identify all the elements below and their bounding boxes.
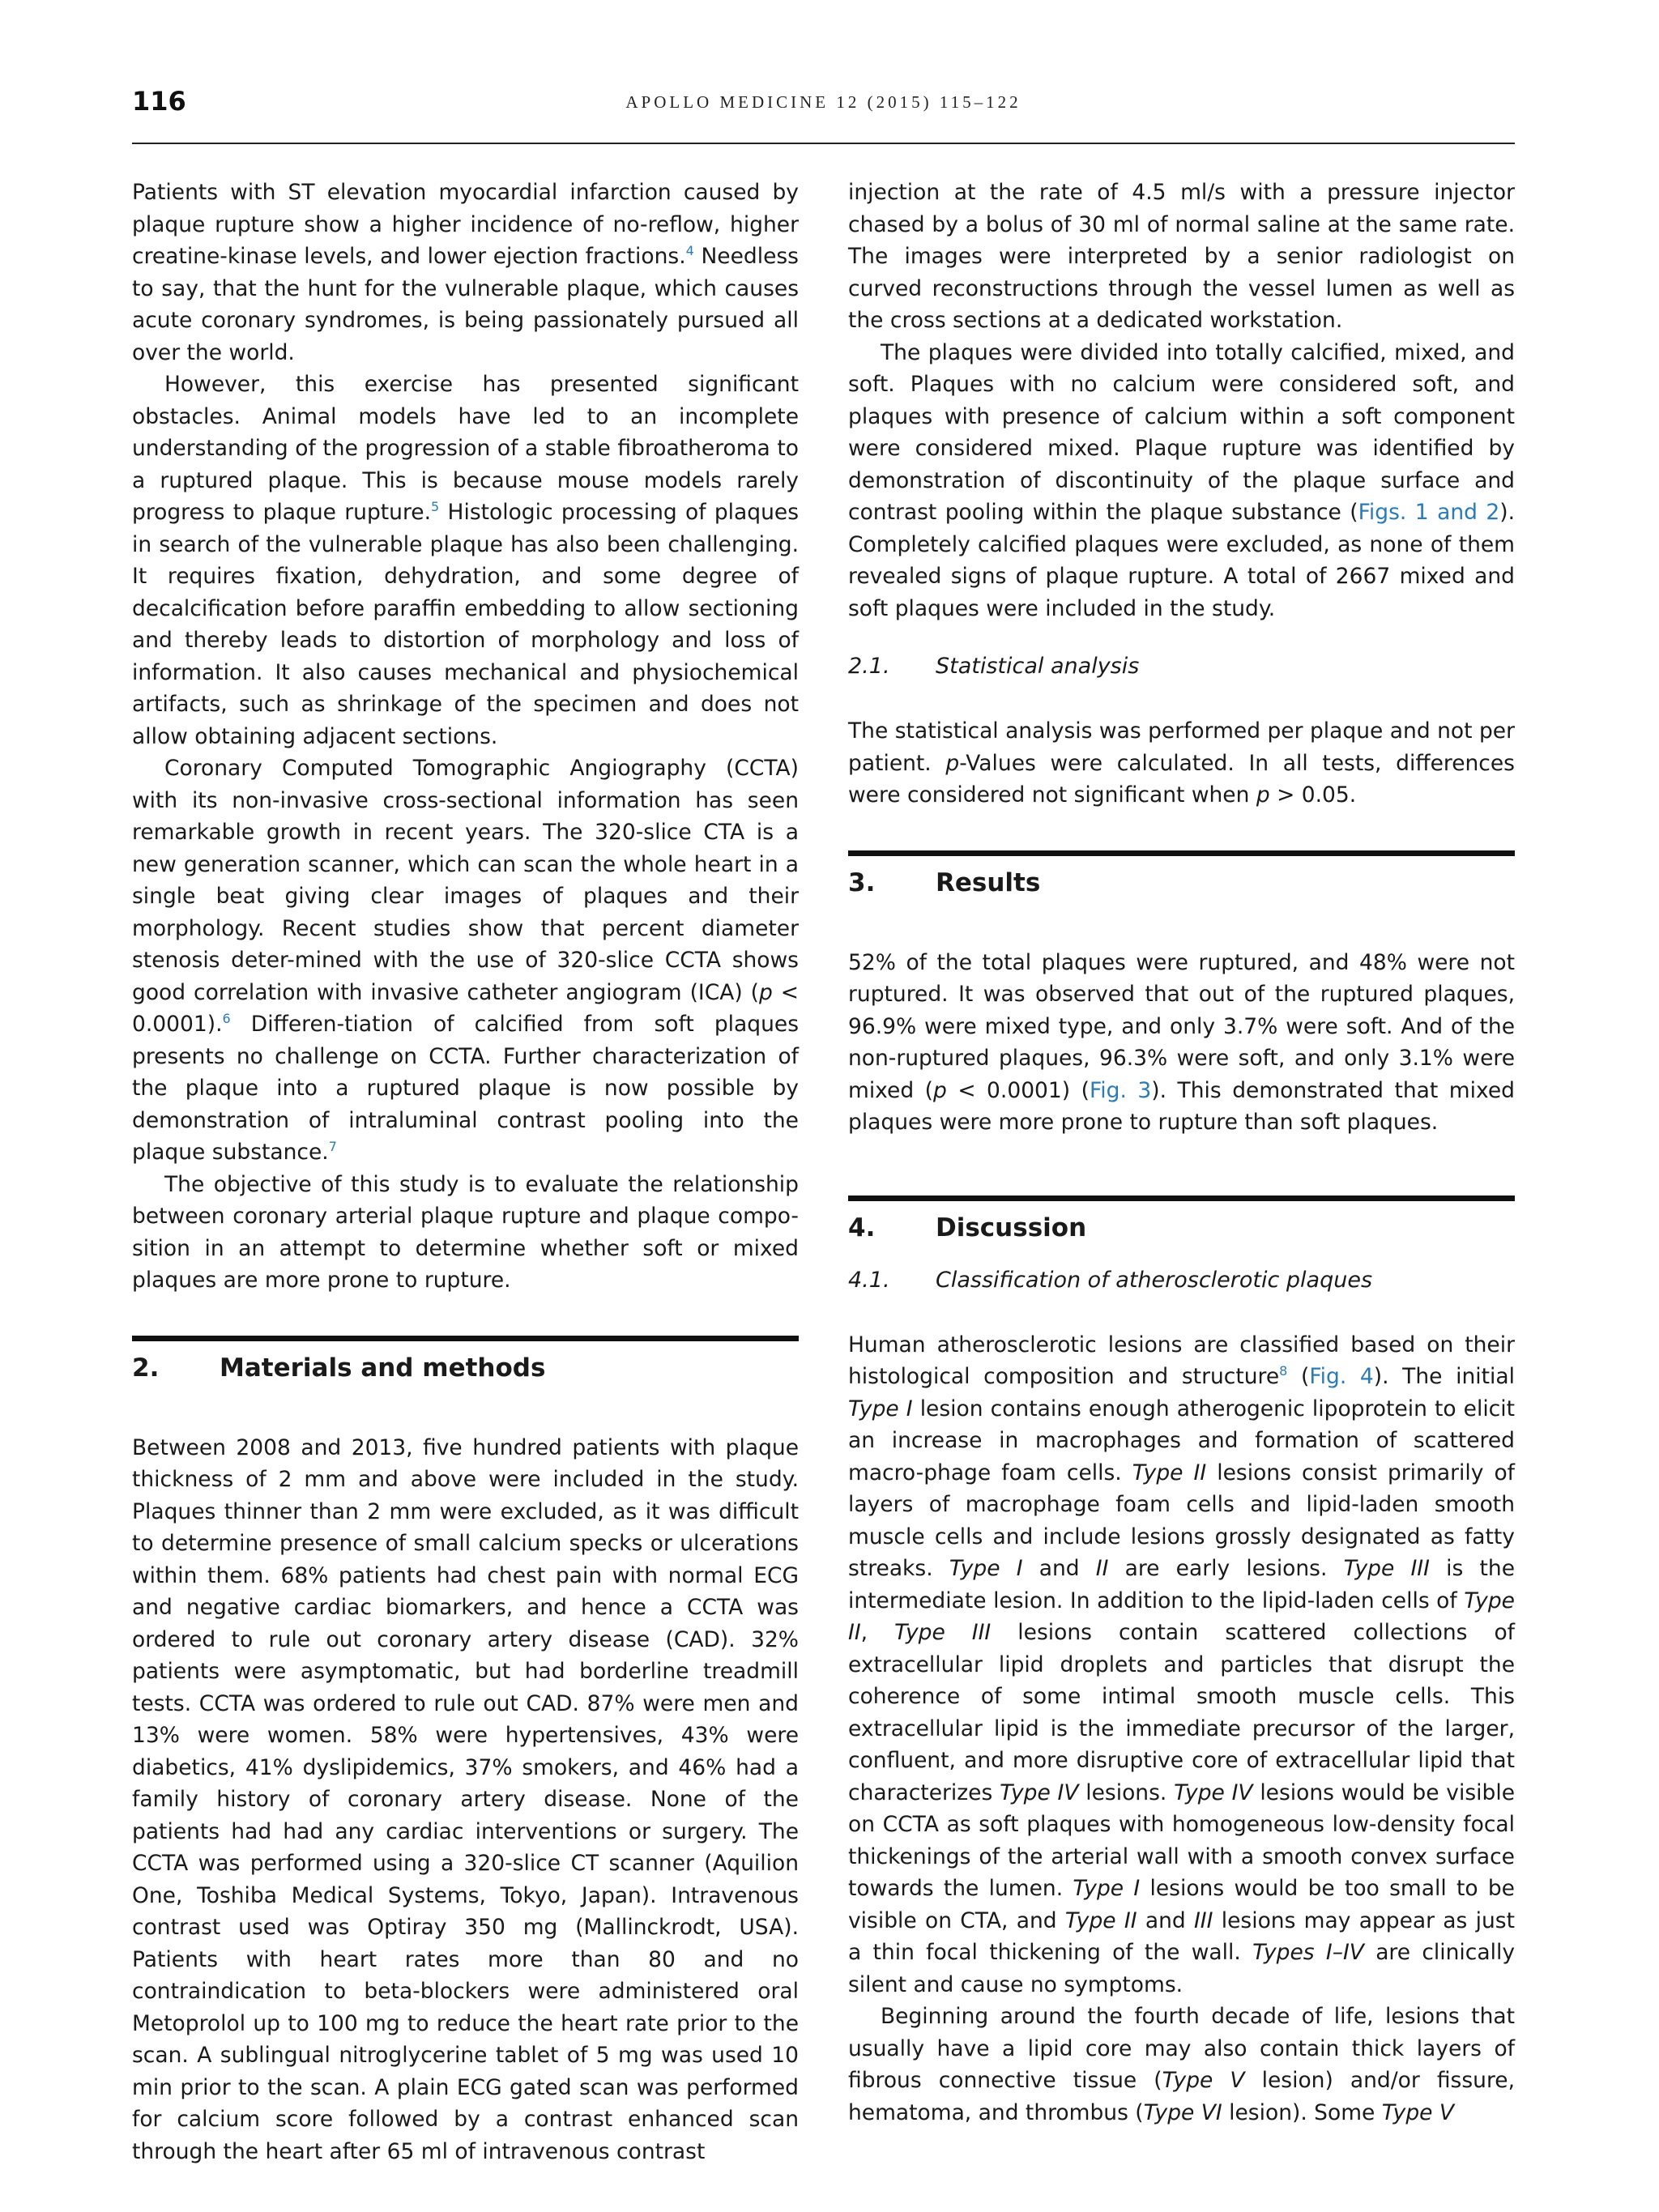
page-number: 116 — [132, 86, 186, 117]
paragraph: Patients with ST elevation myocardial infarction caused by plaque rupture show a higher incidence of no-reflow, higher creatine-kinase levels, and lower ejection fractions.$^4$ Needless to say, that the hunt for the vulnerable plaque, which causes acute coronary syndromes, is being passionately pursued all over the world. — [132, 180, 799, 365]
section-title: Results — [936, 867, 1041, 897]
section-title: Discussion — [936, 1213, 1087, 1242]
section-number: 2. — [132, 1353, 160, 1383]
subsection-number: 2.1. — [848, 654, 890, 679]
section-number: 3. — [848, 867, 876, 897]
right-column — [848, 177, 1515, 2129]
header-rule — [132, 143, 1515, 144]
paragraph: Between 2008 and 2013, five hundred patients with plaque thickness of 2 mm and above were included in the study. Plaques thinner than 2 mm were excluded, as it was difficult to determine presence of small calcium specks or ulcerations within them. 68% patients had chest pain with normal ECG and negative cardiac biomarkers, and hence a CCTA was ordered to rule out coronary artery disease (CAD). 32% patients were asymptomatic, but had borderline treadmill tests. CCTA was ordered to rule out CAD. 87% were men and 13% were women. 58% were hypertensives, 43% were diabetics, 41% dyslipidemics, 37% smokers, and 46% had a family history of coronary artery disease. None of the patients had had any cardiac interventions or surgery. The CCTA was performed using a 320-slice CT scanner (Aquilion One, Toshiba Medical Systems, Tokyo, Japan). Intravenous contrast used was Optiray 350 mg (Mallinckrodt, USA). Patients with heart rates more than 80 and no contraindication to beta-blockers were administered oral Metoprolol up to 100 mg to reduce the heart rate prior to the scan. A sublingual nitroglycerine tablet of 5 mg was used 10 min prior to the scan. A plain ECG gated scan was performed for calcium score followed by a contrast enhanced scan through the heart after 65 ml of intravenous contrast — [132, 1434, 799, 2164]
section-heading — [848, 850, 1515, 919]
left-column — [132, 177, 799, 2167]
figure-link[interactable]: Fig. 4 — [1309, 1364, 1374, 1389]
section-number: 4. — [848, 1213, 876, 1242]
paragraph: 52% of the total plaques were ruptured, and 48% were not ruptured. It was observed that out of the ruptured plaques, 96.9% were mixed type, and only 3.7% were soft. And of the non-ruptured plaques, 96.3% were soft, and only 3.1% were mixed (p < 0.0001) (Fig. 3). This demonstrated that mixed plaques were more prone to rupture than soft plaques. — [848, 949, 1515, 1135]
figure-link[interactable]: Figs. 1 and 2 — [1358, 500, 1500, 525]
paragraph: Beginning around the fourth decade of life, lesions that usually have a lipid core may also contain thick layers of fibrous connective tissue (Type V lesion) and/or fissure, hematoma, and thrombus (Type VI lesion). Some Type V — [848, 2004, 1515, 2125]
reference-link[interactable]: 8 — [1279, 1363, 1288, 1379]
subsection-title: Classification of atherosclerotic plaques — [936, 1267, 1373, 1293]
section-heading — [848, 1196, 1515, 1264]
reference-link[interactable]: 6 — [222, 1011, 231, 1027]
running-header — [132, 81, 1515, 144]
subsection-heading — [848, 650, 1515, 683]
subsection-number: 4.1. — [848, 1267, 890, 1293]
paragraph: The objective of this study is to evaluate the relationship between coronary arterial plaque rupture and plaque compo-sition in an attempt to determine whether soft or mixed plaques are more prone to rupture. — [132, 1171, 799, 1293]
paragraph: injection at the rate of 4.5 ml/s with a pressure injector chased by a bolus of 30 ml of normal saline at the same rate. The images were interpreted by a senior radiologist on curved reconstructions through the vessel lumen as well as the cross sections at a dedicated workstation. — [848, 180, 1515, 333]
subsection-heading — [848, 1264, 1515, 1297]
reference-link[interactable]: 7 — [328, 1139, 337, 1155]
section-heading — [132, 1336, 799, 1404]
paragraph: However, this exercise has presented significant obstacles. Animal models have led to an incomplete understanding of the progression of a stable fibroatheroma to a ruptured plaque. This is because mouse models rarely progress to plaque rupture.$^5$ Histologic processing of plaques in search of the vulnerable plaque has also been challenging. It requires fixation, dehydration, and some degree of decalcification before paraffin embedding to allow sectioning and thereby leads to distortion of morphology and loss of information. It also causes mechanical and physiochemical artifacts, such as shrinkage of the specimen and does not allow obtaining adjacent sections. — [132, 372, 800, 749]
subsection-title: Statistical analysis — [936, 654, 1140, 679]
reference-link[interactable]: 5 — [431, 499, 440, 515]
reference-link[interactable]: 4 — [685, 243, 694, 259]
figure-link[interactable]: Fig. 3 — [1089, 1077, 1152, 1103]
paragraph: The plaques were divided into totally calcified, mixed, and soft. Plaques with no calcium were considered soft, and plaques with presence of calcium within a soft component were considered mixed. Plaque rupture was identified by demonstration of discontinuity of the plaque surface and contrast pooling within the plaque substance (Figs. 1 and 2). Completely calcified plaques were excluded, as none of them revealed signs of plaque rupture. A total of 2667 mixed and soft plaques were included in the study. — [848, 339, 1515, 621]
paragraph: Human atherosclerotic lesions are classified based on their histological composition and structure$^8$ (Fig. 4). The initial Type I lesion contains enough atherogenic lipoprotein to elicit an increase in macrophages and formation of scattered macro-phage foam cells. Type II lesions consist primarily of layers of macrophage foam cells and lipid-laden smooth muscle cells and include lesions grossly designated as fatty streaks. Type I and II are early lesions. Type III is the intermediate lesion. In addition to the lipid-laden cells of Type II, Type III lesions contain scattered collections of extracellular lipid droplets and particles that disrupt the coherence of some intimal smooth muscle cells. This extracellular lipid is the immediate precursor of the larger, confluent, and more disruptive core of extracellular lipid that characterizes Type IV lesions. Type IV lesions would be visible on CCTA as soft plaques with homogeneous low-density focal thickenings of the arterial wall with a smooth convex surface towards the lumen. Type I lesions would be too small to be visible on CTA, and Type II and III lesions may appear as just a thin focal thickening of the wall. Types I–IV are clinically silent and cause no symptoms. — [848, 1332, 1516, 1997]
journal-citation: APOLLO MEDICINE 12 (2015) 115–122 — [625, 92, 1021, 112]
paragraph: Coronary Computed Tomographic Angiography (CCTA) with its non-invasive cross-sectional information has seen remarkable growth in recent years. The 320-slice CTA is a new generation scanner, which can scan the whole heart in a single beat giving clear images of plaques and their morphology. Recent studies show that percent diameter stenosis deter-mined with the use of 320-slice CCTA shows good correlation with invasive catheter angiogram (ICA) (p < 0.0001).$^6$ Differen-tiation of calcified from soft plaques presents no challenge on CCTA. Further characterization of the plaque into a ruptured plaque is now possible by demonstration of intraluminal contrast pooling into the plaque substance.$^7$ — [132, 756, 799, 1165]
paragraph: The statistical analysis was performed per plaque and not per patient. p-Values were calculated. In all tests, differences were considered not significant when p > 0.05. — [848, 718, 1515, 808]
section-title: Materials and methods — [220, 1353, 546, 1383]
